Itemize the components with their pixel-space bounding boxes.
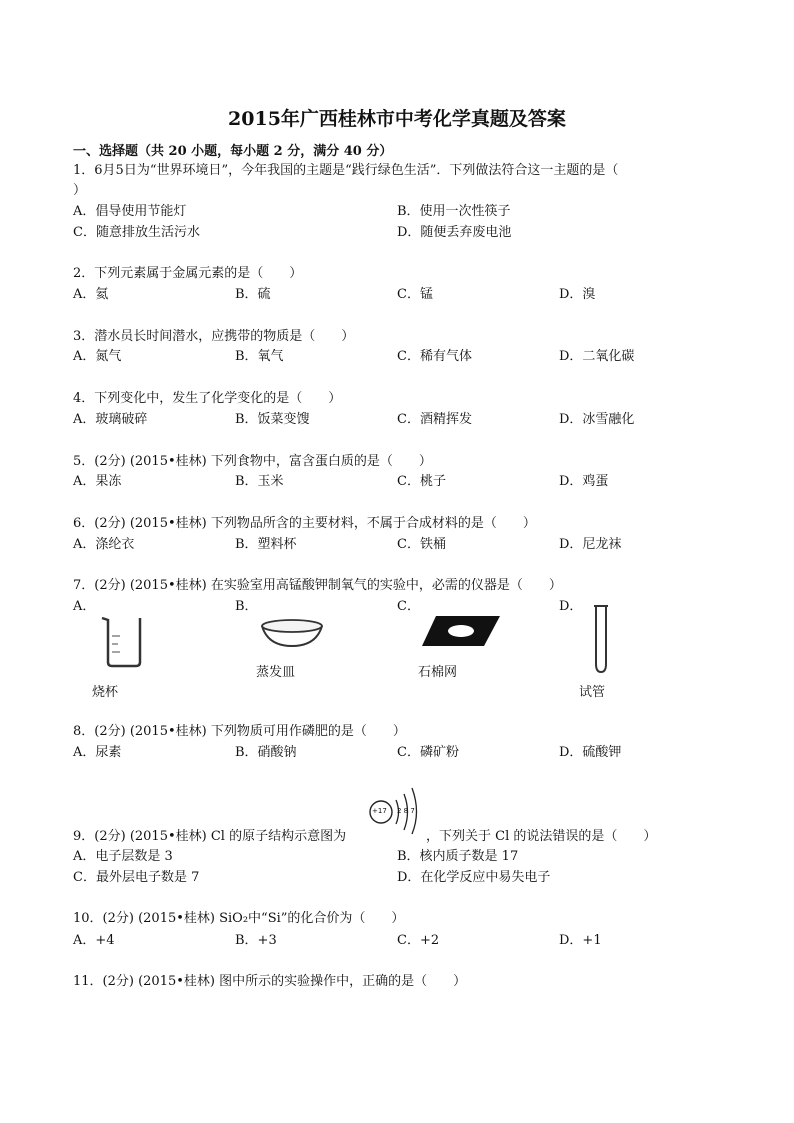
question-5-stem: 5．(2分) (2015•桂林) 下列食物中，富含蛋白质的是（ ） (73, 454, 432, 469)
question-7-option-d: D． (559, 599, 583, 614)
question-3-option-d: D．二氧化碳 (559, 349, 635, 364)
question-4-option-b: B．饭菜变馊 (235, 412, 310, 427)
question-7-option-b: B． (235, 599, 258, 614)
question-5-option-d: D．鸡蛋 (559, 474, 609, 489)
question-3-option-b: B．氧气 (235, 349, 284, 364)
chlorine-nucleus-label: +17 (372, 807, 387, 815)
question-8-option-d: D．硫酸钾 (559, 745, 622, 760)
test-tube-icon (590, 604, 612, 674)
question-6-option-c: C．铁桶 (397, 537, 446, 552)
evaporating-dish-caption: 蒸发皿 (256, 665, 296, 680)
beaker-caption: 烧杯 (92, 685, 119, 700)
asbestos-gauze-icon (420, 614, 502, 648)
question-3-option-c: C．稀有气体 (397, 349, 472, 364)
page-title: 2015年广西桂林市中考化学真题及答案 (228, 108, 566, 130)
question-2-stem: 2．下列元素属于金属元素的是（ ） (73, 266, 303, 281)
question-1-option-b: B．使用一次性筷子 (397, 204, 511, 219)
question-10-option-a: A．+4 (73, 933, 115, 948)
asbestos-gauze-caption: 石棉网 (418, 665, 458, 680)
question-8-option-b: B．硝酸钠 (235, 745, 297, 760)
question-1-stem: 1．6月5日为“世界环境日”，今年我国的主题是“践行绿色生活”．下列做法符合这一主题的是（ (73, 163, 619, 178)
evaporating-dish-icon (258, 612, 326, 652)
question-4-stem: 4．下列变化中，发生了化学变化的是（ ） (73, 391, 342, 406)
question-5-option-b: B．玉米 (235, 474, 284, 489)
question-7-option-a: A． (73, 599, 96, 614)
question-1-option-c: C．随意排放生活污水 (73, 225, 200, 240)
question-9-option-b: B．核内质子数是 17 (397, 849, 519, 864)
question-1-stem-end: ） (73, 183, 87, 198)
question-2-option-a: A．氦 (73, 287, 109, 302)
question-6-stem: 6．(2分) (2015•桂林) 下列物品所含的主要材料，不属于合成材料的是（ ） (73, 516, 536, 531)
question-8-option-a: A．尿素 (73, 745, 122, 760)
question-6-option-a: A．涤纶衣 (73, 537, 135, 552)
question-3-option-a: A．氮气 (73, 349, 122, 364)
question-8-option-c: C．磷矿粉 (397, 745, 459, 760)
question-7-option-c: C． (397, 599, 420, 614)
question-10-option-b: B．+3 (235, 933, 277, 948)
question-2-option-b: B．硫 (235, 287, 271, 302)
question-8-stem: 8．(2分) (2015•桂林) 下列物质可用作磷肥的是（ ） (73, 724, 406, 739)
chlorine-shell-electrons: 2 8 7 (397, 807, 415, 815)
question-5-option-c: C．桃子 (397, 474, 446, 489)
question-10-option-c: C．+2 (397, 933, 440, 948)
question-10-option-d: D．+1 (559, 933, 602, 948)
question-3-stem: 3．潜水员长时间潜水，应携带的物质是（ ） (73, 329, 355, 344)
question-4-option-d: D．冰雪融化 (559, 412, 635, 427)
question-9-option-c: C．最外层电子数是 7 (73, 870, 200, 885)
question-9-option-d: D．在化学反应中易失电子 (397, 870, 551, 885)
question-7-stem: 7．(2分) (2015•桂林) 在实验室用高锰酸钾制氧气的实验中，必需的仪器是（ ） (73, 578, 562, 593)
question-1-option-a: A．倡导使用节能灯 (73, 204, 187, 219)
question-10-stem: 10．(2分) (2015•桂林) SiO₂中“Si”的化合价为（ ） (73, 911, 405, 926)
question-4-option-c: C．酒精挥发 (397, 412, 472, 427)
test-tube-caption: 试管 (579, 685, 606, 700)
section-heading: 一、选择题（共 20 小题，每小题 2 分，满分 40 分） (73, 144, 393, 159)
question-2-option-c: C．锰 (397, 287, 433, 302)
question-9-stem-b: ，下列关于 Cl 的说法错误的是（ ） (426, 829, 657, 844)
question-9-stem-a: 9．(2分) (2015•桂林) Cl 的原子结构示意图为 (73, 829, 347, 844)
question-2-option-d: D．溴 (559, 287, 596, 302)
question-11-stem: 11．(2分) (2015•桂林) 图中所示的实验操作中，正确的是（ ） (73, 974, 467, 989)
question-6-option-b: B．塑料杯 (235, 537, 297, 552)
beaker-icon (98, 612, 148, 668)
question-9-option-a: A．电子层数是 3 (73, 849, 173, 864)
question-5-option-a: A．果冻 (73, 474, 122, 489)
question-4-option-a: A．玻璃破碎 (73, 412, 148, 427)
question-1-option-d: D．随便丢弃废电池 (397, 225, 512, 240)
question-6-option-d: D．尼龙袜 (559, 537, 622, 552)
